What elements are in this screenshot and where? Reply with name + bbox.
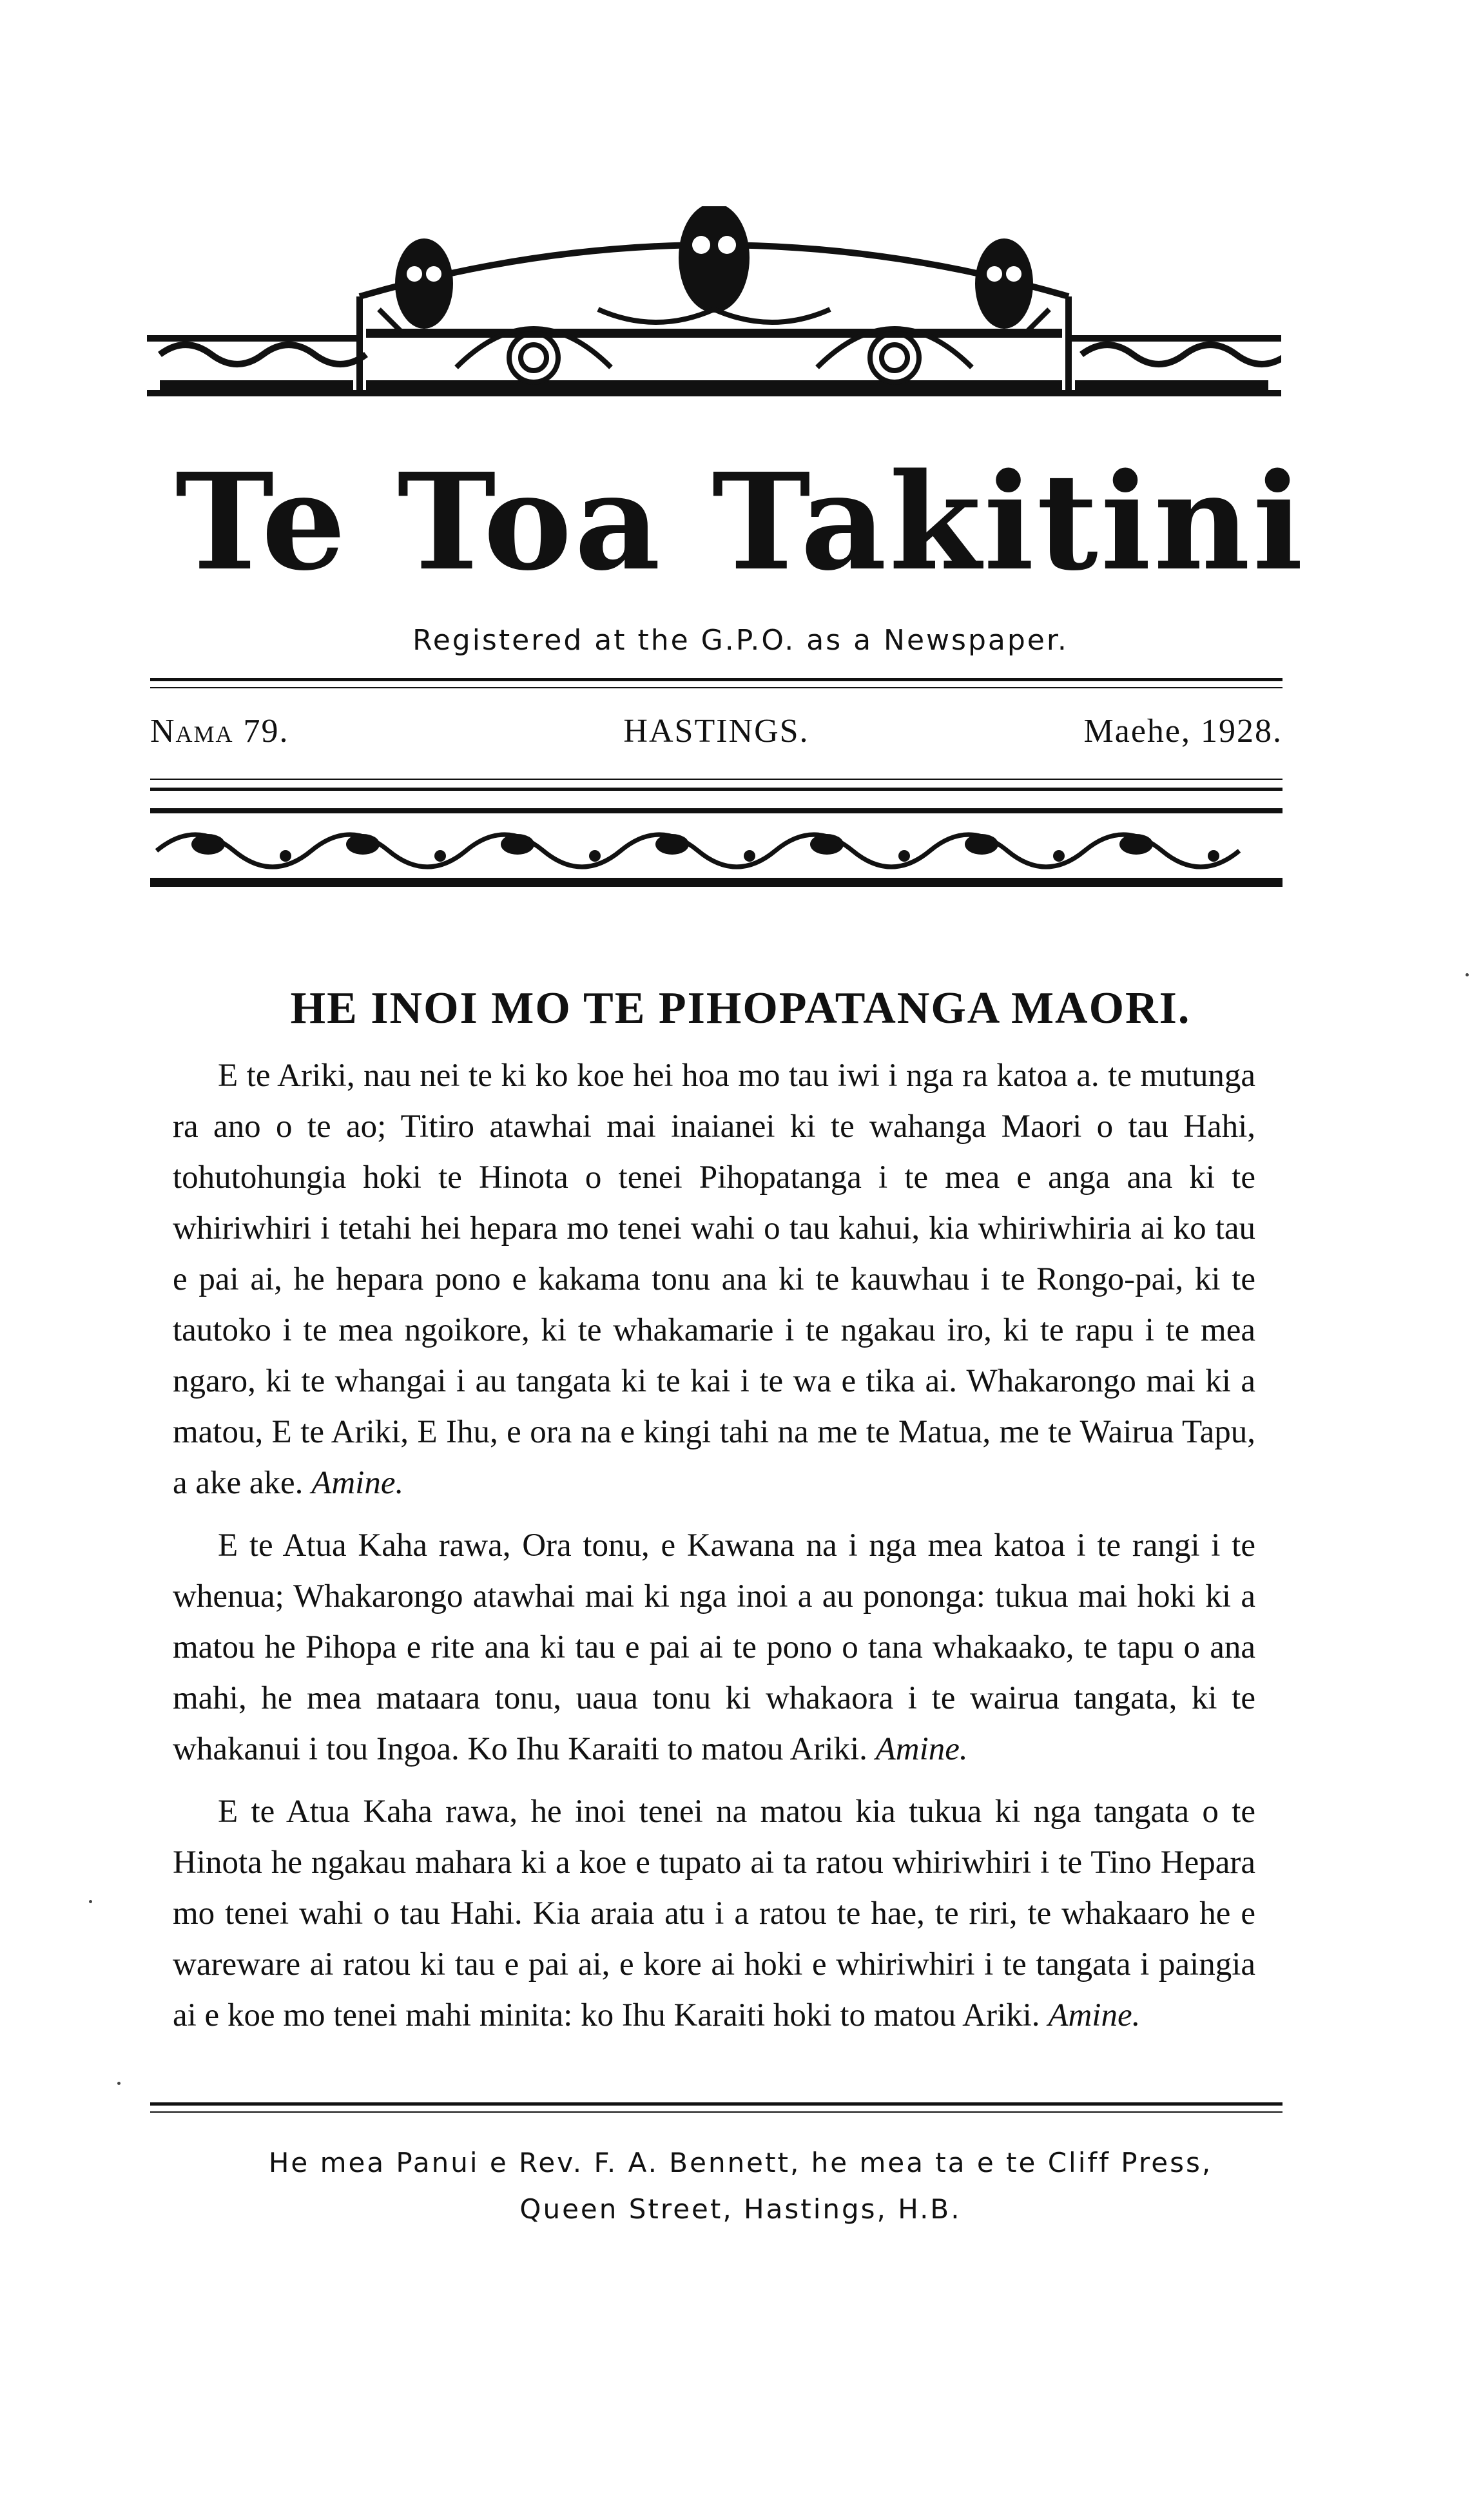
carved-header-ornament	[147, 206, 1281, 400]
amen-word: Amine.	[875, 1731, 968, 1767]
rule-mid-thin	[150, 779, 1283, 780]
amen-word: Amine.	[1048, 1997, 1141, 2033]
rule-mid-thick	[150, 788, 1283, 791]
paragraph-text: E te Atua Kaha rawa, Ora tonu, e Kawana na i nga mea katoa i te rangi i te whenua; Whakarongo atawhai mai ki nga inoi a au pononga: tukua mai hoki ki a matou he Pihopa e rite ana ki tau e pai ai te pono o tana whakaako, te tapu o ana mahi, he mea mataara tonu, uaua tonu ki whakaora i te wairua tangata, ki te whakanui i tou Ingoa. Ko Ihu Karaiti to matou Ariki.	[173, 1527, 1255, 1767]
article-title: HE INOI MO TE PIHOPATANGA MAORI.	[290, 984, 1191, 1033]
prayer-paragraph-2	[173, 1520, 1255, 1775]
footer-line-1: He mea Panui e Rev. F. A. Bennett, he mea ta e te Cliff Press,	[268, 2147, 1213, 2178]
scan-speck	[89, 1900, 92, 1903]
amen-word: Amine.	[311, 1465, 404, 1501]
rule-bottom-thin	[150, 2111, 1283, 2113]
article-body	[173, 1051, 1255, 2053]
footer-line-2: Queen Street, Hastings, H.B.	[519, 2193, 962, 2225]
prayer-paragraph-1	[173, 1051, 1255, 1509]
newspaper-title: Te Toa Takitini	[175, 444, 1306, 600]
issue-number: Nama 79.	[150, 713, 289, 750]
printer-footer	[0, 2140, 1481, 2233]
prayer-paragraph-3	[173, 1787, 1255, 2041]
scan-speck	[117, 2082, 121, 2085]
issue-date: Maehe, 1928.	[1083, 713, 1283, 750]
issue-place: HASTINGS.	[623, 713, 809, 750]
issue-line	[150, 709, 1283, 754]
carved-band-ornament	[150, 806, 1283, 889]
rule-bottom-thick	[150, 2102, 1283, 2106]
registration-note: Registered at the G.P.O. as a Newspaper.	[412, 624, 1069, 657]
paragraph-text: E te Atua Kaha rawa, he inoi tenei na matou kia tukua ki nga tangata o te Hinota he ngakau mahara ki a koe e tupato ai ta ratou whiriwhiri i te Tino Hepara mo tenei wahi o tau Hahi. Kia araia atu i a ratou te hae, te riri, te whakaaro he e wareware ai ratou ki tau e pai ai, e kore ai hoki e whiriwhiri i te tangata i paingia ai e koe mo tenei mahi minita: ko Ihu Karaiti hoki to matou Ariki.	[173, 1794, 1255, 2033]
scan-speck	[1466, 973, 1469, 976]
rule-top-thick	[150, 678, 1283, 681]
paragraph-text: E te Ariki, nau nei te ki ko koe hei hoa mo tau iwi i nga ra katoa a. te mutunga ra ano o te ao; Titiro atawhai mai inaianei ki te wahanga Maori o tau Hahi, tohutohungia hoki te Hinota o tenei Pihopatanga i te mea e anga ana ki te whiriwhiri i tetahi hei hepara mo tenei wahi o tau kahui, kia whiriwhiria ai ko tau e pai ai, he hepara pono e kakama tonu ana ki te kauwhau i te Rongo-pai, ki te tautoko i te mea ngoikore, ki te whakamarie i te ngakau iro, ki te rapu i te mea ngaro, ki te whangai i au tangata ki te kai i te wa e tika ai. Whakarongo mai ki a matou, E te Ariki, E Ihu, e ora na e kingi tahi na me te Matua, me te Wairua Tapu, a ake ake.	[173, 1058, 1255, 1501]
rule-top-thin	[150, 687, 1283, 688]
